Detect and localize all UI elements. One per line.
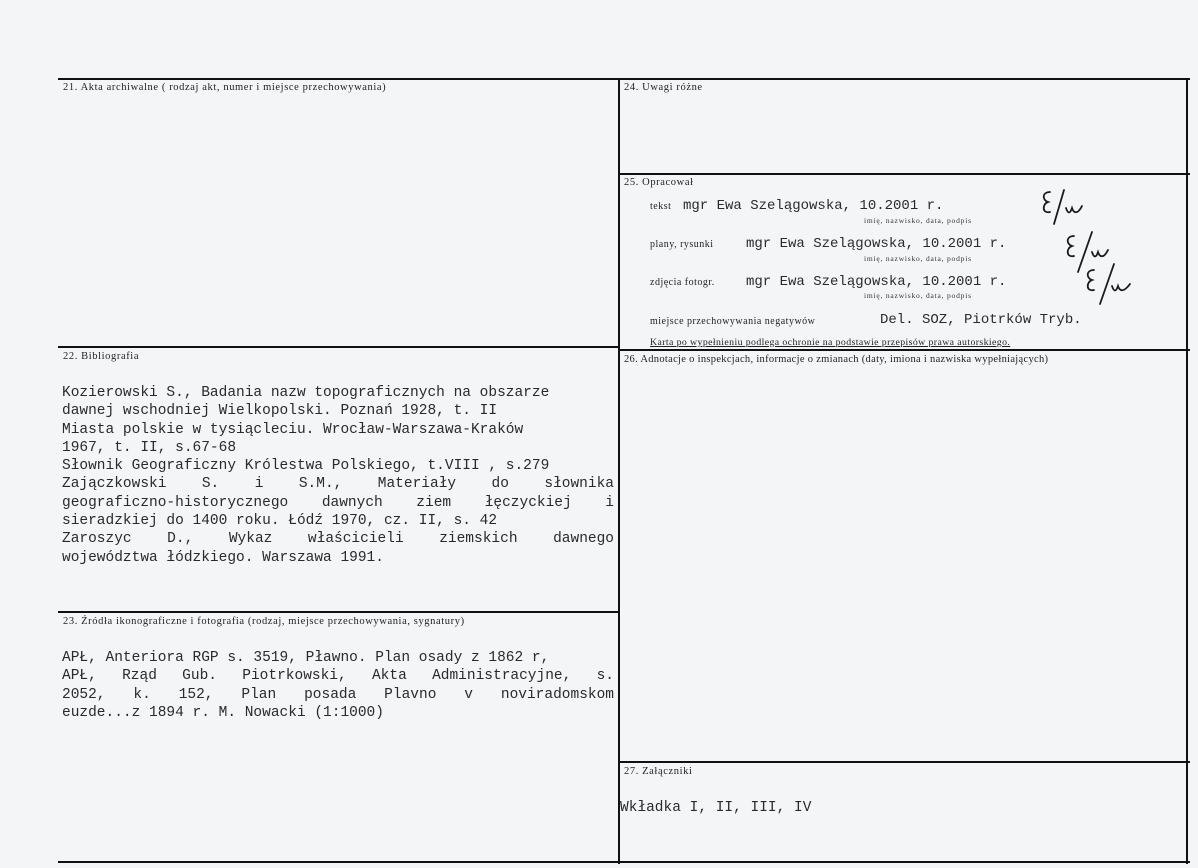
record-card-form <box>58 78 1190 864</box>
iconography-line: APŁ, Anteriora RGP s. 3519, Pławno. Plan osady z 1862 r, <box>62 650 550 666</box>
bibliography-line: sieradzkiej do 1400 roku. Łódź 1970, cz. II, s. 42 <box>62 513 498 530</box>
section-25-label: 25. Opracował <box>624 177 694 188</box>
author-text-caption: imię, nazwisko, data, podpis <box>864 216 972 225</box>
divider-25-26 <box>618 349 1190 351</box>
section-23-label: 23. Źródła ikonograficzne i fotografia (rodzaj, miejsce przechowywania, sygnatury) <box>63 616 465 627</box>
author-text-prefix: tekst <box>650 201 672 212</box>
author-plans-prefix: plany, rysunki <box>650 239 714 250</box>
bibliography-line: geograficzno-historycznego dawnych ziem łęczyckiej i <box>62 494 614 511</box>
divider-26-27 <box>618 761 1190 763</box>
author-plans-caption: imię, nazwisko, data, podpis <box>864 254 972 263</box>
negatives-label: miejsce przechowywania negatywów <box>650 316 816 327</box>
iconography-text <box>62 649 614 722</box>
iconography-line: APŁ, Rząd Gub. Piotrkowski, Akta Administracyjne, s. <box>62 668 614 685</box>
author-photos-value: mgr Ewa Szelągowska, 10.2001 r. <box>746 274 1007 290</box>
bibliography-line: Zaroszyc D., Wykaz właścicieli ziemskich dawnego <box>62 531 614 548</box>
iconography-line: 2052, k. 152, Plan posada Plavno v noviradomskom <box>62 686 614 703</box>
divider-22-23 <box>58 611 620 613</box>
divider-24-25 <box>618 173 1190 175</box>
divider-21-22 <box>58 346 620 348</box>
bibliography-line: województwa łódzkiego. Warszawa 1991. <box>62 549 384 566</box>
author-photos-caption: imię, nazwisko, data, podpis <box>864 291 972 300</box>
section-22-label: 22. Bibliografia <box>63 351 140 362</box>
author-photos-prefix: zdjęcia fotogr. <box>650 277 715 288</box>
bibliography-line: Kozierowski S., Badania nazw topograficznych na obszarze <box>62 385 550 401</box>
column-divider <box>618 78 620 864</box>
attachments-value: Wkładka I, II, III, IV <box>620 800 812 816</box>
section-21-label: 21. Akta archiwalne ( rodzaj akt, numer i miejsce przechowywania) <box>63 82 387 93</box>
top-border <box>58 78 1190 80</box>
bibliography-text <box>62 384 614 567</box>
iconography-line: euzde...z 1894 r. M. Nowacki (1:1000) <box>62 704 384 721</box>
section-26-label: 26. Adnotacje o inspekcjach, informacje o zmianach (daty, imiona i nazwiska wypełniających) <box>624 354 1049 365</box>
negatives-value: Del. SOZ, Piotrków Tryb. <box>880 312 1082 328</box>
bibliography-line: Słownik Geograficzny Królestwa Polskiego, t.VIII , s.279 <box>62 458 550 475</box>
bottom-border <box>58 861 1190 863</box>
author-text-value: mgr Ewa Szelągowska, 10.2001 r. <box>683 198 944 214</box>
copyright-footer: Karta po wypełnieniu podlega ochronie na podstawie przepisów prawa autorskiego. <box>650 337 1011 348</box>
signature-photos <box>1082 260 1142 310</box>
bibliography-line: dawnej wschodniej Wielkopolski. Poznań 1928, t. II <box>62 403 498 420</box>
section-27-label: 27. Załączniki <box>624 766 693 777</box>
author-plans-value: mgr Ewa Szelągowska, 10.2001 r. <box>746 236 1007 252</box>
bibliography-line: Miasta polskie w tysiącleciu. Wrocław-Warszawa-Kraków <box>62 421 524 438</box>
bibliography-line: Zajączkowski S. i S.M., Materiały do słownika <box>62 476 614 493</box>
bibliography-line: 1967, t. II, s.67-68 <box>62 439 237 456</box>
section-24-label: 24. Uwagi różne <box>624 82 703 93</box>
right-border <box>1186 78 1188 864</box>
signature-text <box>1038 186 1098 230</box>
